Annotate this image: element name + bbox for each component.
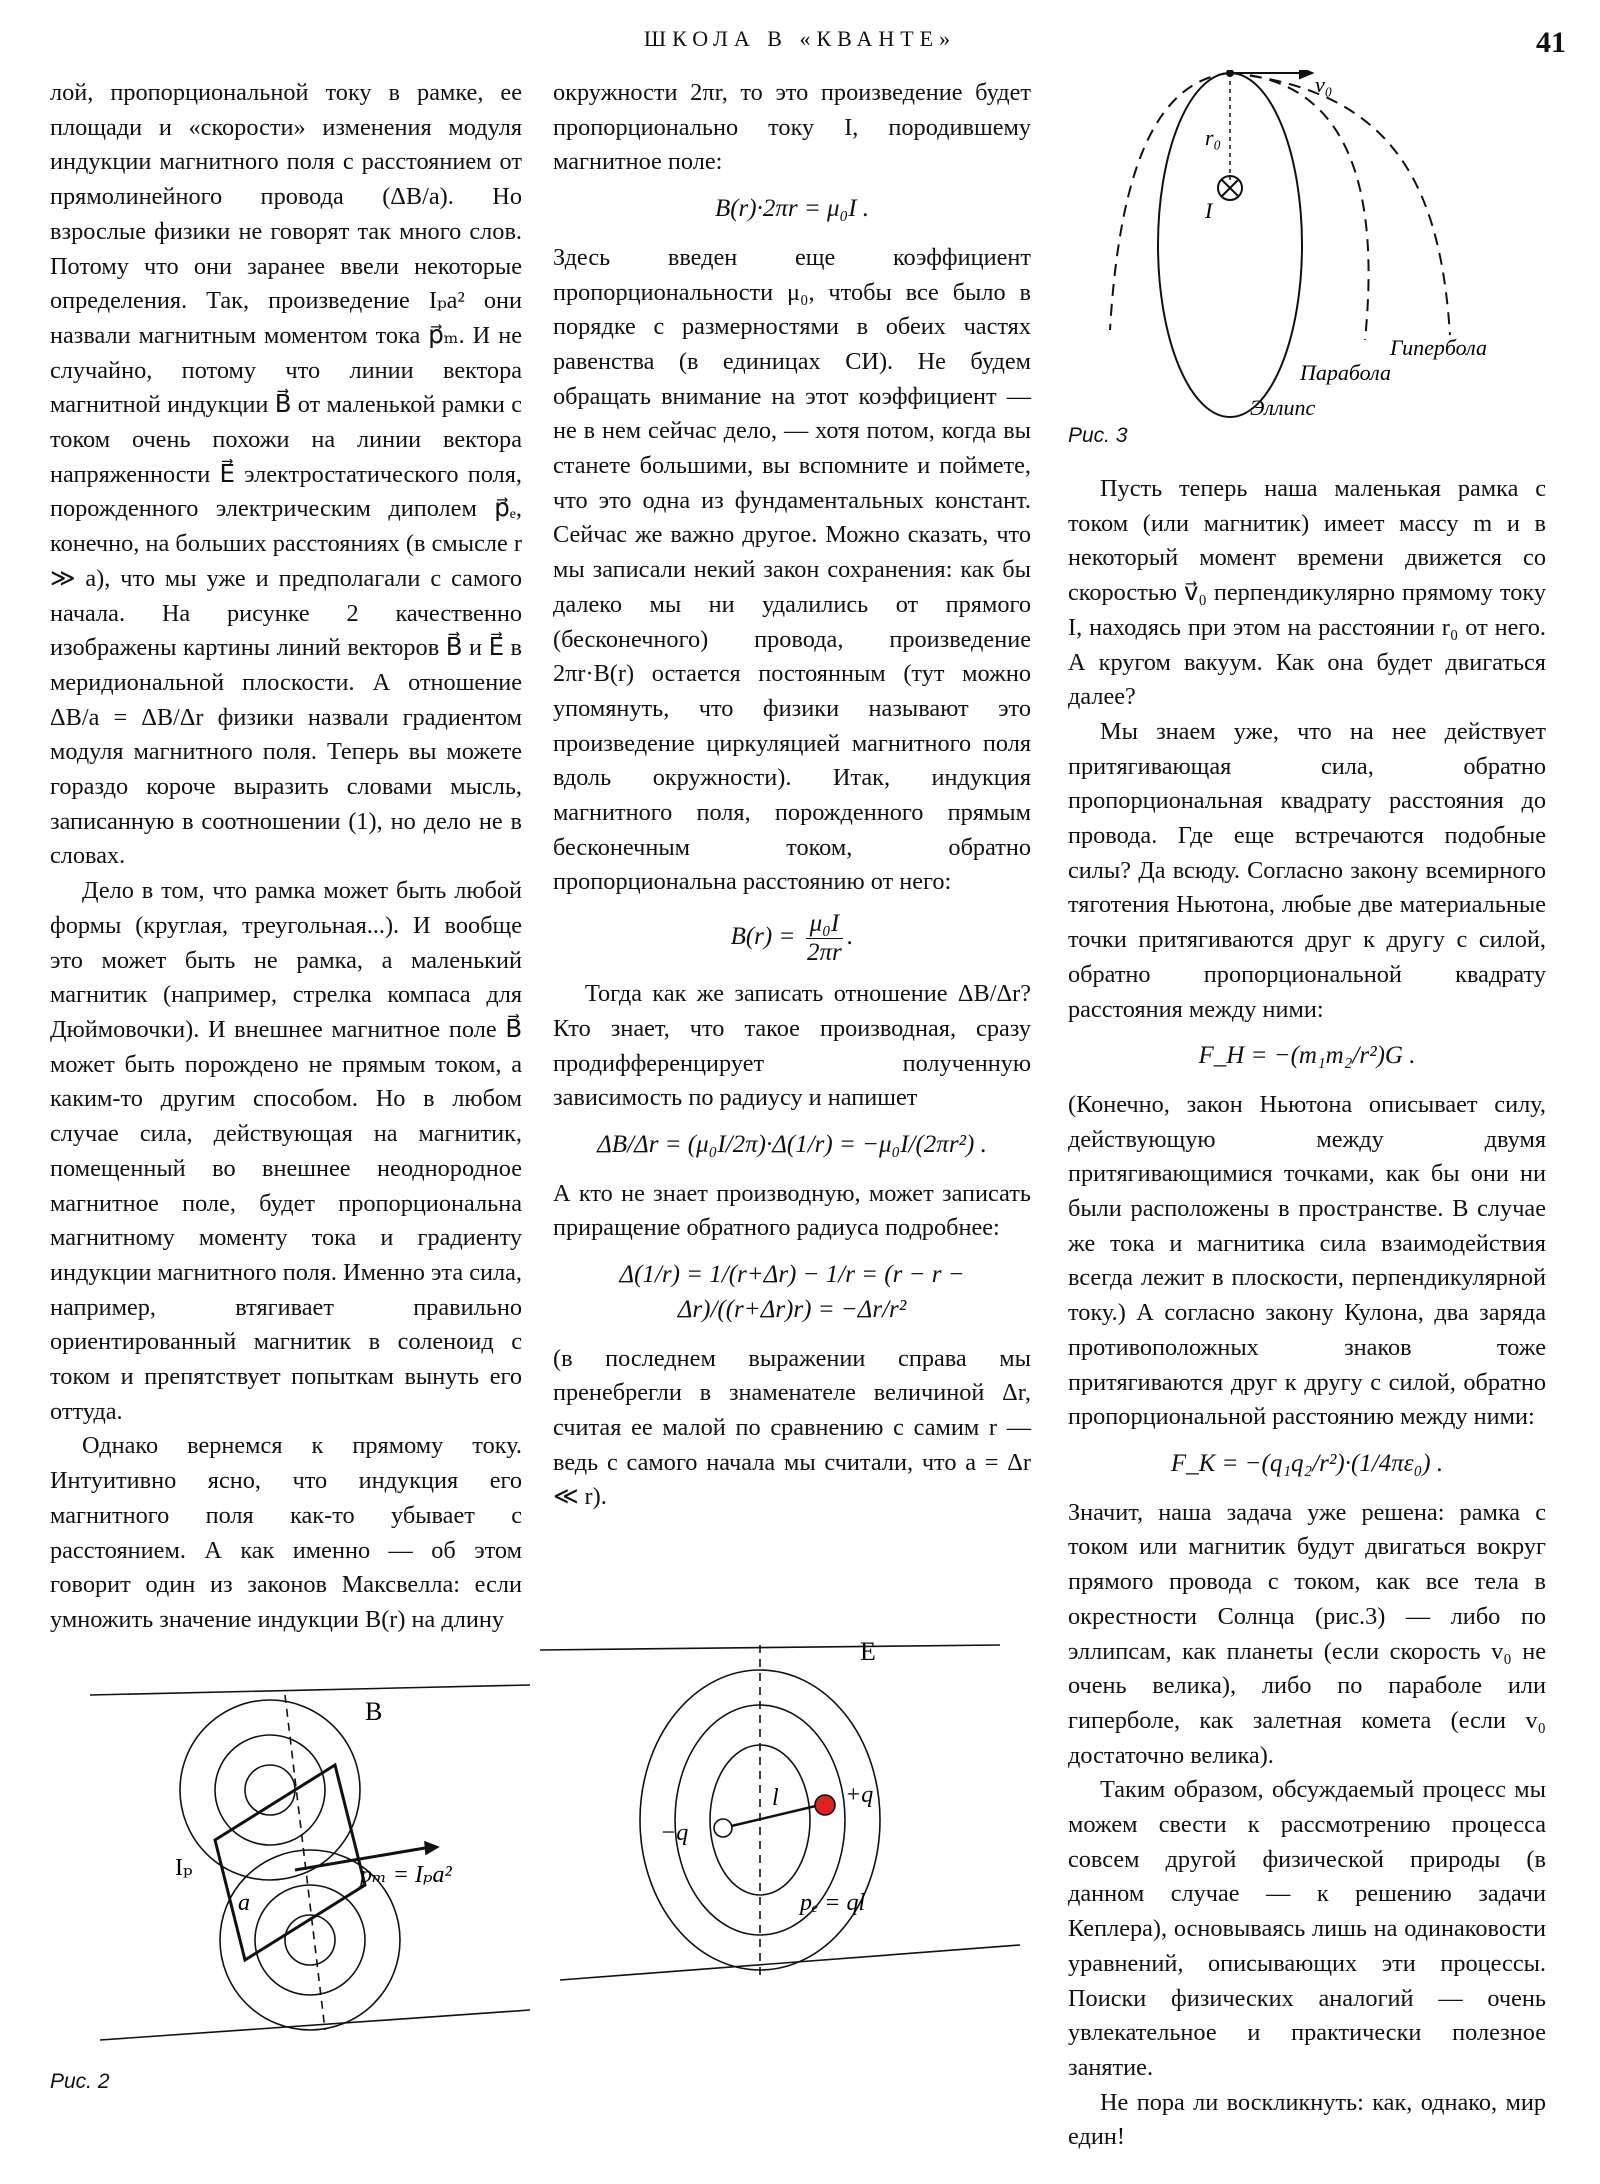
formula-lhs: B(r) = bbox=[730, 923, 796, 951]
paragraph: лой, пропорциональной току в рамке, ее площади и «скорости» изменения модуля индукции магнитного поля с расстоянием от прямолинейного провода (ΔB/a). Но взрослые физики не говорят так много слов. Потому что они заранее ввели некоторые определения. Так, произведение Iₚa² они назвали магнитным моментом тока p⃗ₘ. И не случайно, потому что линии вектора магнитной индукции B⃗ от маленькой рамки с током очень похожи на линии вектора напряженности E⃗ электростатического поля, порожденного электрическим диполем p⃗ₑ, конечно, на больших расстояниях (в смысле r ≫ a), что мы уже и предполагали с самого начала. На рисунке 2 качественно изображены картины линий векторов B⃗ и E⃗ в меридиональной плоскости. А отношение ΔB/a = ΔB/Δr физики назвали градиентом модуля магнитного поля. Теперь вы можете гораздо короче выразить словами мысль, записанную в соотношении (1), но дело не в словах. bbox=[50, 79, 522, 870]
label-l: l bbox=[772, 1785, 779, 1811]
formula-coulomb: F_К = −(q₁q₂/r²)·(1/4πε₀) . bbox=[1170, 1449, 1444, 1477]
label-a: a bbox=[238, 1890, 250, 1916]
figure-3-orbits bbox=[1060, 70, 1560, 430]
fraction bbox=[806, 910, 844, 967]
running-header: ШКОЛА В «КВАНТЕ» bbox=[643, 26, 957, 51]
formula-newton: F_Н = −(m₁m₂/r²)G . bbox=[1198, 1042, 1416, 1070]
column-1 bbox=[50, 76, 522, 1638]
frame-line-bottom-left bbox=[100, 2010, 530, 2040]
paragraph: Здесь введен еще коэффициент пропорциональности μ₀, чтобы все было в порядке с размерностями в обеих частях равенства (в единицах СИ). Не будем обращать внимание на этот коэффициент — не в нем сейчас дело, — хотя потом, когда вы станете большими, вы вспомните и поймете, что это одна из фундаментальных констант. Сейчас же важно другое. Можно сказать, что мы записали некий закон сохранения: как бы далеко мы ни удалились от прямого (бесконечного) провода, произведение 2πr·B(r) остается постоянным (тут можно упомянуть, что физики называют это произведение циркуляцией магнитного поля вдоль окружности). Итак, индукция магнитного поля, порожденного прямым бесконечным током, обратно пропорциональна расстоянию от него: bbox=[553, 243, 1031, 896]
paragraph: Мы знаем уже, что на нее действует притягивающая сила, обратно пропорциональная квадрату расстояния до провода. Где еще встречаются подобные силы? Да всюду. Согласно закону всемирного тяготения Ньютона, любые две материальные точки притягиваются друг к другу с силой, обратно пропорциональной квадрату расстояния между ними: bbox=[1068, 717, 1546, 1023]
formula-increment: Δ(1/r) = 1/(r+Δr) − 1/r = (r − r − Δr)/((r+Δr)r) = −Δr/r² bbox=[619, 1261, 965, 1323]
formula-circulation: B(r)·2πr = μ₀I . bbox=[714, 195, 870, 223]
formula-gradient: ΔB/Δr = (μ₀I/2π)·Δ(1/r) = −μ₀I/(2πr²) . bbox=[597, 1130, 987, 1158]
label-ellipse: Эллипс bbox=[1250, 395, 1316, 420]
paragraph: Тогда как же записать отношение ΔB/Δr? Кто знает, что такое производная, сразу продифференцирует полученную зависимость по радиусу и напишет bbox=[553, 980, 1031, 1112]
paragraph: Значит, наша задача уже решена: рамка с током или магнитик будут двигаться вокруг прямого провода с током, как все тела в окрестности Солнца (рис.3) — либо по эллипсам, как планеты (если скорость v₀ не очень велика), либо по параболе или гиперболе, как залетная комета (если v₀ достаточно велика). bbox=[1068, 1498, 1546, 1769]
column-3 bbox=[1068, 472, 1546, 2155]
paragraph: А кто не знает производную, может записать приращение обратного радиуса подробнее: bbox=[553, 1179, 1031, 1242]
paragraph: (в последнем выражении справа мы пренебрегли в знаменателе величиной Δr, считая ее малой по сравнению с самим r — ведь с самого начала мы считали, что a = Δr ≪ r). bbox=[553, 1344, 1031, 1511]
label-plus-q: +q bbox=[845, 1782, 874, 1808]
paragraph: Таким образом, обсуждаемый процесс мы можем свести к рассмотрению процесса совсем другой физической природы (в данном случае — к решению задачи Кеплера), основываясь лишь на одинаковости уравнений, описывающих эти процессы. Поиски физических аналогий — очень увлекательное и практически полезное занятие. bbox=[1068, 1776, 1546, 2081]
positive-charge bbox=[815, 1795, 835, 1815]
denominator: 2πr bbox=[807, 939, 842, 967]
loop-axis bbox=[285, 1695, 325, 2030]
label-minus-q: −q bbox=[660, 1820, 689, 1846]
label-B: B bbox=[365, 1697, 383, 1726]
frame-line-top-left bbox=[90, 1685, 530, 1695]
frame-line-top-right bbox=[540, 1645, 1000, 1650]
page-number: 41 bbox=[1536, 26, 1566, 59]
figure-2-field-lines bbox=[60, 1600, 1040, 2080]
label-hyperbola: Гипербола bbox=[1390, 335, 1487, 360]
figure-3-caption: Рис. 3 bbox=[1068, 424, 1128, 447]
label-v0: v₀ bbox=[1315, 72, 1333, 97]
label-parabola: Парабола bbox=[1300, 360, 1391, 385]
label-I: I bbox=[1205, 198, 1213, 223]
paragraph: (Конечно, закон Ньютона описывает силу, действующую между двумя притягивающимися точками, как бы они ни были расположены в пространстве. В случае же тока и магнитика сила взаимодействия всегда лежит в плоскости, перпендикулярной току.) А согласно закону Кулона, два заряда противоположных знаков тоже притягиваются друг к другу с силой, обратно пропорциональной расстоянию между ними: bbox=[1068, 1090, 1546, 1431]
label-E: E bbox=[860, 1637, 876, 1666]
column-2 bbox=[553, 76, 1031, 1515]
hyperbola-orbit bbox=[1230, 73, 1450, 335]
frame-line-bottom-right bbox=[560, 1945, 1020, 1980]
label-pm: pₘ = Iₚa² bbox=[360, 1862, 452, 1888]
label-pe: pₑ = ql bbox=[800, 1890, 866, 1916]
label-r0: r₀ bbox=[1205, 125, 1222, 150]
label-Ip: Iₚ bbox=[175, 1855, 193, 1881]
paragraph: Дело в том, что рамка может быть любой формы (круглая, треугольная...). И вообще это может быть не рамка, а маленький магнитик (например, стрелка компаса для Дюймовочки). И внешнее магнитное поле B⃗ может быть порождено не прямым током, а каким-то другим способом. Но в любом случае сила, действующая на магнитик, помещенный во внешнее неоднородное магнитное поле, будет пропорциональна магнитному моменту тока и градиенту индукции магнитного поля. Именно эта сила, например, втягивает правильно ориентированный магнитик в соленоид с током и препятствует попыткам вынуть его оттуда. bbox=[50, 877, 522, 1425]
paragraph: Пусть теперь наша маленькая рамка с током (или магнитик) имеет массу m и в некоторый момент времени движется со скоростью v⃗₀ перпендикулярно прямому току I, находясь при этом на расстоянии r₀ от него. А кругом вакуум. Как она будет двигаться далее? bbox=[1068, 475, 1546, 711]
negative-charge bbox=[714, 1819, 732, 1837]
paragraph: окружности 2πr, то это произведение будет пропорционально току I, породившему магнитное поле: bbox=[553, 79, 1031, 176]
paragraph: Не пора ли воскликнуть: как, однако, мир един! bbox=[1068, 2088, 1546, 2151]
paragraph: Однако вернемся к прямому току. Интуитивно ясно, что индукция его магнитного поля как-то убывает с расстоянием. А как именно — об этом говорит один из законов Максвелла: если умножить значение индукции B(r) на длину bbox=[50, 1432, 522, 1633]
figure-2-caption: Рис. 2 bbox=[50, 2070, 110, 2093]
numerator: μ₀I bbox=[806, 910, 844, 939]
formula-field-of-wire: B(r) = $\frac{\text{μ₀I}}{2\pi r}$ . bbox=[730, 910, 854, 967]
